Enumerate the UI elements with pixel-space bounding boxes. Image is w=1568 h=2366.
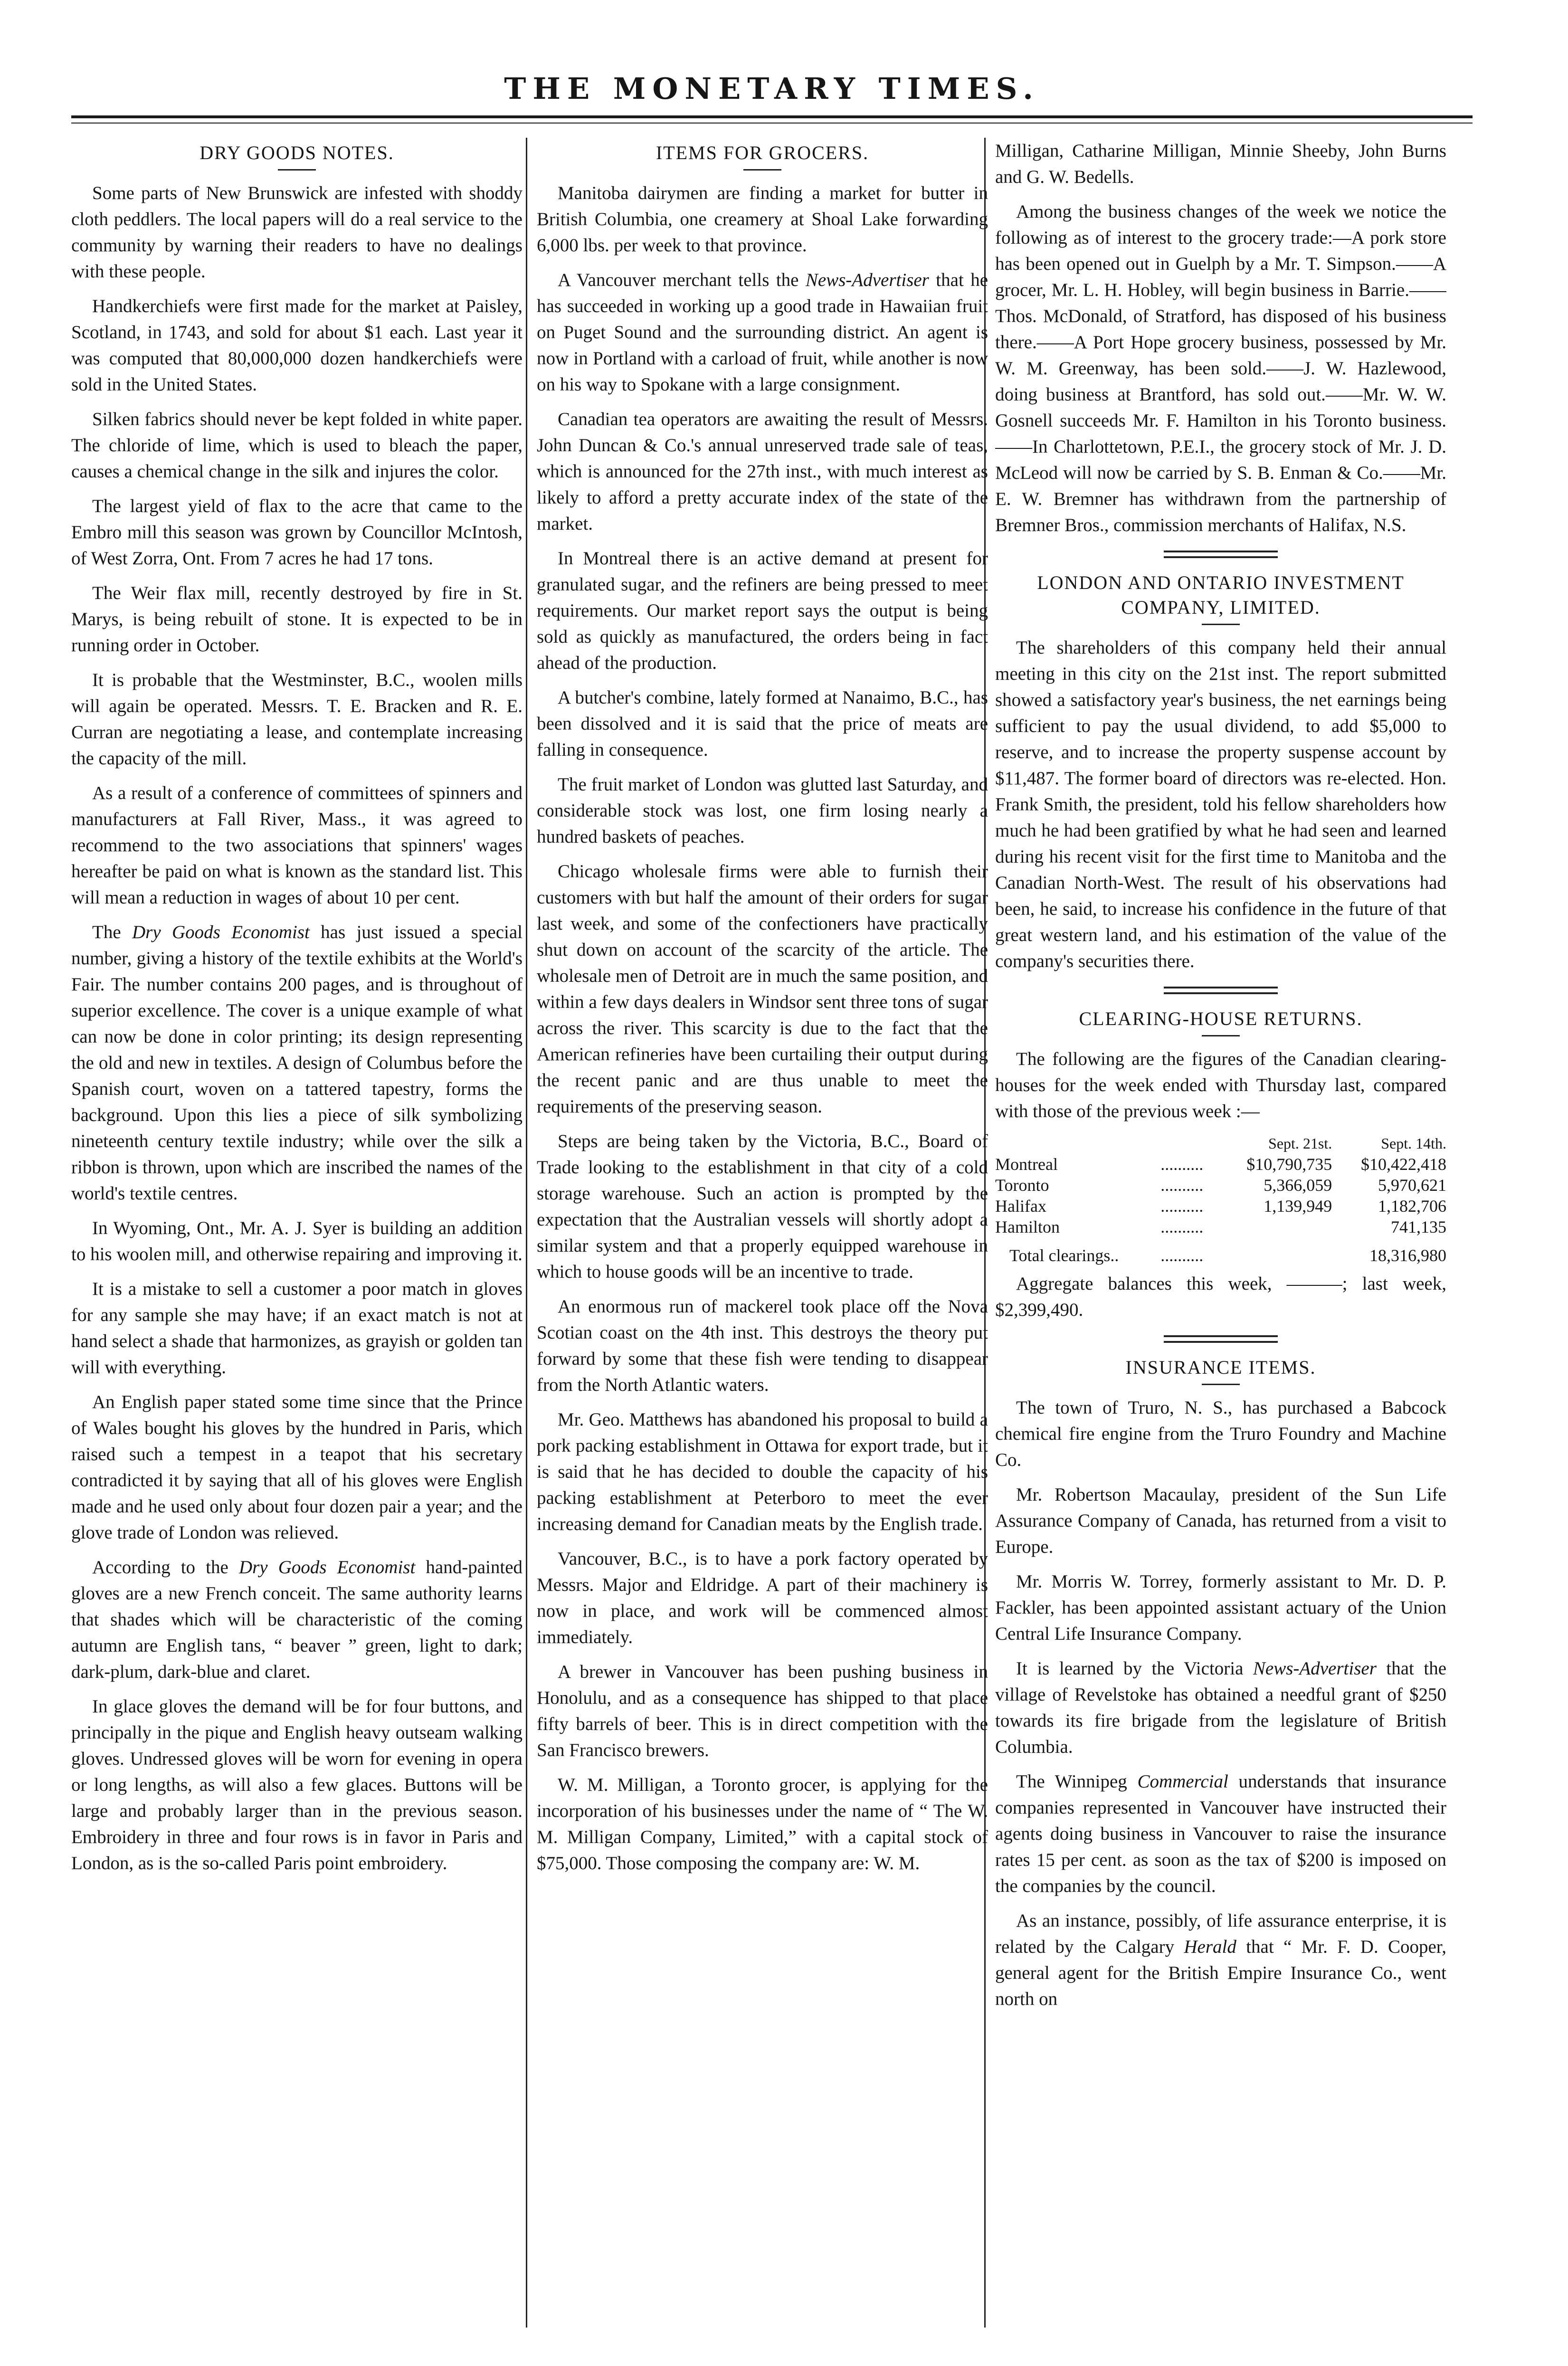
table-total-row <box>995 1237 1446 1266</box>
leader-dots: .......... <box>1160 1176 1204 1195</box>
article-paragraph: Chicago wholesale firms were able to furnish their customers with but half the amount of their orders for sugar last week, and some of the confectioners have practically shut down on account of the scarcity of the article. The wholesale men of Detroit are in much the same position, and within a few days dealers in Windsor sent three tons of sugar across the river. This scarcity is due to the fact that the American refineries have been curtailing their output during the recent panic and are thus unable to meet the requirements of the preserving season. <box>537 861 988 1117</box>
table-row <box>995 1175 1446 1196</box>
city-cell: Toronto <box>995 1176 1049 1195</box>
article-paragraph: The fruit market of London was glutted last Saturday, and considerable stock was lost, one firm losing nearly a hundred baskets of peaches. <box>537 774 988 847</box>
value-cell: 741,135 <box>1391 1217 1446 1236</box>
article-paragraph: Aggregate balances this week, ———; last week, $2,399,490. <box>995 1273 1446 1320</box>
section-heading-insurance: INSURANCE ITEMS. <box>1125 1357 1316 1378</box>
value-cell: 1,182,706 <box>1378 1197 1446 1216</box>
article-paragraph: W. M. Milligan, a Toronto grocer, is applying for the incorporation of his businesses under the name of “ The W. M. Milligan Company, Limited,” with a capital stock of $75,000. Those composing the company are: W. M. <box>537 1775 988 1873</box>
text: has just issued a special number, giving a history of the textile exhibits at the World's Fair. The number contains 200 pages, and is throughout of superior excellence. The cover is a unique example of what can now be done in color printing; its design representing the old and new in textiles. A design of Columbus before the Spanish court, woven on a tattered tapestry, forms the background. Upon this lies a piece of silk symbolizing nineteenth century textile industry; while over the silk a ribbon is thrown, upon which are inscribed the names of the world's textile centres. <box>71 922 523 1204</box>
article-paragraph: The following are the figures of the Canadian clearing-houses for the week ended with Thursday last, compared with those of the previous week :— <box>995 1049 1446 1121</box>
city-cell: Montreal <box>995 1155 1058 1174</box>
publication-title: News-Advertiser <box>1253 1658 1377 1679</box>
total-label: Total clearings.. <box>1009 1246 1119 1265</box>
column-dry-goods <box>71 138 523 2328</box>
value-cell: 5,970,621 <box>1378 1176 1446 1195</box>
article-paragraph: Canadian tea operators are awaiting the result of Messrs. John Duncan & Co.'s annual unreserved trade sale of teas, which is announced for the 27th inst., with much interest as likely to afford a pretty accurate index of the state of the market. <box>537 409 988 534</box>
article-paragraph: Vancouver, B.C., is to have a pork factory operated by Messrs. Major and Eldridge. A part of their machinery is now in place, and work will be commenced almost immediately. <box>537 1549 988 1647</box>
article-paragraph: Among the business changes of the week we notice the following as of interest to the grocery trade:—A pork store has been opened out in Guelph by a Mr. T. Simpson.——A grocer, Mr. L. H. Hobley, will begin business in Barrie.——Thos. McDonald, of Stratford, has disposed of his business there.——A Port Hope grocery business, possessed by Mr. W. M. Greenway, has been sold.——J. W. Hazlewood, doing business at Brantford, has sold out.——Mr. W. W. Gosnell succeeds Mr. F. Hamilton in his Toronto business.——In Charlottetown, P.E.I., the grocery stock of Mr. J. D. McLeod will now be carried by S. B. Enman & Co.——Mr. E. W. Bremner has withdrawn from the partnership of Bremner Bros., commission merchants of Halifax, N.S. <box>995 201 1446 535</box>
value-cell <box>1218 1237 1332 1266</box>
section-divider <box>1164 551 1278 558</box>
masthead: THE MONETARY TIMES. <box>504 71 1040 106</box>
masthead-rule-thick <box>71 115 1473 118</box>
value-cell <box>1218 1216 1332 1237</box>
article-paragraph: Handkerchiefs were first made for the market at Paisley, Scotland, in 1743, and sold for about $1 each. Last year it was computed that 80,000,000 dozen handkerchiefs were sold in the United States. <box>71 296 523 395</box>
text: The <box>92 922 132 942</box>
value-cell: 5,366,059 <box>1264 1176 1332 1195</box>
article-paragraph: The shareholders of this company held their annual meeting in this city on the 21st inst. The report submitted showed a satisfactory year's business, the net earnings being sufficient to pay the usual dividend, to add $5,000 to reserve, and to increase the property suspense account by $11,487. The former board of directors was re-elected. Hon. Frank Smith, the president, told his fellow shareholders how much he had been gratified by what he had seen and learned during his recent visit for the first time to Manitoba and the Canadian North-West. The result of his observations had been, he said, to increase his confidence in the future of that great western land, and his estimation of the value of the company's securities there. <box>995 637 1446 971</box>
table-header: Sept. 14th. <box>1381 1135 1446 1152</box>
leader-dots: .......... <box>1160 1217 1204 1236</box>
value-cell: 1,139,949 <box>1264 1197 1332 1216</box>
article-paragraph: In Montreal there is an active demand at present for granulated sugar, and the refiners are being pressed to meet requirements. Our market report says the output is being sold as quickly as manufactured, the orders being in fact ahead of the production. <box>537 548 988 673</box>
article-paragraph: The Weir flax mill, recently destroyed by fire in St. Marys, is being rebuilt of stone. It is expected to be in running order in October. <box>71 583 523 656</box>
publication-title: Commercial <box>1137 1771 1228 1792</box>
masthead-rule-thin <box>71 123 1473 124</box>
column-divider <box>526 138 527 2328</box>
table-header: Sept. 21st. <box>1268 1135 1332 1152</box>
heading-dash <box>278 169 316 171</box>
table-row <box>995 1196 1446 1216</box>
article-paragraph: As a result of a conference of committees of spinners and manufacturers at Fall River, Mass., it was agreed to recommend to the two associations that spinners' wages hereafter be paid on what is known as the standard list. This will mean a reduction in wages of about 10 per cent. <box>71 783 523 908</box>
table-row <box>995 1216 1446 1237</box>
column-business <box>995 138 1446 2328</box>
value-cell: $10,422,418 <box>1361 1155 1446 1174</box>
leader-dots: .......... <box>1160 1197 1204 1216</box>
article-paragraph: Mr. Morris W. Torrey, formerly assistant to Mr. D. P. Fackler, has been appointed assistant actuary of the Union Central Life Insurance Company. <box>995 1571 1446 1644</box>
article-paragraph: Mr. Geo. Matthews has abandoned his proposal to build a pork packing establishment in Ottawa for export trade, but it is said that he has decided to double the capacity of his packing establishment at Peterboro to meet the ever increasing demand for Canadian meats by the English trade. <box>537 1409 988 1534</box>
article-paragraph: An enormous run of mackerel took place off the Nova Scotian coast on the 4th inst. This destroys the theory put forward by some that these fish were tending to disappear from the North Atlantic waters. <box>537 1296 988 1395</box>
article-paragraph: Mr. Robertson Macaulay, president of the Sun Life Assurance Company of Canada, has returned from a visit to Europe. <box>995 1484 1446 1557</box>
table-header <box>995 1133 1160 1154</box>
text: hand-painted gloves are a new French conceit. The same authority learns that shades which will be characteristic of the coming autumn are English tans, “ beaver ” green, light to dark; dark-plum, dark-blue and claret. <box>71 1557 523 1682</box>
article-paragraph: The town of Truro, N. S., has purchased a Babcock chemical fire engine from the Truro Foundry and Machine Co. <box>995 1397 1446 1470</box>
city-cell: Hamilton <box>995 1217 1060 1236</box>
text: that he has succeeded in working up a good trade in Hawaiian fruit on Puget Sound and the surrounding district. An agent is now in Portland with a carload of fruit, while another is now on his way to Spokane with a large consignment. <box>537 270 988 395</box>
publication-title: Dry Goods Economist <box>132 922 310 942</box>
clearing-house-table <box>995 1133 1446 1266</box>
section-heading-london-ontario: LONDON AND ONTARIO INVESTMENT COMPANY, LIMITED. <box>1037 572 1405 618</box>
text: A Vancouver merchant tells the <box>558 270 806 290</box>
article-paragraph: Manitoba dairymen are finding a market for butter in British Columbia, one creamery at Shoal Lake forwarding 6,000 lbs. per week to that province. <box>537 183 988 256</box>
leader-dots: .......... <box>1160 1155 1204 1174</box>
column-grocers <box>537 138 988 2328</box>
article-paragraph: Milligan, Catharine Milligan, Minnie Sheeby, John Burns and G. W. Bedells. <box>995 141 1446 187</box>
city-cell: Halifax <box>995 1197 1046 1216</box>
article-paragraph <box>995 1768 1446 1899</box>
article-paragraph: It is probable that the Westminster, B.C., woolen mills will again be operated. Messrs. T. E. Bracken and R. E. Curran are negotiating a lease, and contemplate increasing the capacity of the mill. <box>71 670 523 769</box>
article-paragraph: The largest yield of flax to the acre that came to the Embro mill this season was grown by Councillor McIntosh, of West Zorra, Ont. From 7 acres he had 17 tons. <box>71 496 523 569</box>
article-paragraph: Some parts of New Brunswick are infested with shoddy cloth peddlers. The local papers will do a real service to the community by warning their readers to have no dealings with these people. <box>71 183 523 282</box>
value-cell: $10,790,735 <box>1246 1155 1332 1174</box>
text: According to the <box>92 1557 239 1577</box>
article-paragraph: Steps are being taken by the Victoria, B.C., Board of Trade looking to the establishment in that city of a cold storage warehouse. Such an action is prompted by the expectation that the Australian vessels will shortly adopt a similar system and that a properly equipped warehouse in which to house goods will be an incentive to trade. <box>537 1131 988 1282</box>
section-heading-clearing-house: CLEARING-HOUSE RETURNS. <box>1079 1008 1363 1029</box>
article-paragraph: It is a mistake to sell a customer a poor match in gloves for any sample she may have; if an exact match is not at hand select a shade that harmonizes, as grayish or golden tan will with everything. <box>71 1279 523 1378</box>
text: that the village of Revelstoke has obtained a needful grant of $250 towards its fire brigade from the legislature of British Columbia. <box>995 1658 1446 1757</box>
table-row <box>995 1154 1446 1175</box>
text: understands that insurance companies represented in Vancouver have instructed their agents doing business in Vancouver to raise the insurance rates 15 per cent. as soon as the tax of $200 is imposed on the companies by the council. <box>995 1771 1446 1896</box>
article-paragraph <box>995 1908 1446 2012</box>
text: The Winnipeg <box>1016 1771 1138 1792</box>
section-divider <box>1164 987 1278 994</box>
section-heading-grocers: ITEMS FOR GROCERS. <box>656 142 869 163</box>
text: As an instance, possibly, of life assurance enterprise, it is related by the Calgary <box>995 1910 1446 1957</box>
text: It is learned by the Victoria <box>1016 1658 1253 1679</box>
publication-title: News-Advertiser <box>805 270 929 290</box>
heading-dash <box>743 169 781 171</box>
table-header <box>1160 1133 1217 1154</box>
article-paragraph: In Wyoming, Ont., Mr. A. J. Syer is building an addition to his woolen mill, and otherwise repairing and improving it. <box>71 1218 523 1264</box>
section-divider <box>1164 1335 1278 1343</box>
heading-dash <box>1202 624 1240 625</box>
article-paragraph <box>537 267 988 398</box>
heading-dash <box>1202 1035 1240 1036</box>
article-paragraph: A butcher's combine, lately formed at Nanaimo, B.C., has been dissolved and it is said that the price of meats are falling in consequence. <box>537 687 988 760</box>
total-value: 18,316,980 <box>1369 1246 1446 1265</box>
article-paragraph: Silken fabrics should never be kept folded in white paper. The chloride of lime, which is used to bleach the paper, causes a chemical change in the silk and injures the color. <box>71 409 523 482</box>
publication-title: Dry Goods Economist <box>238 1557 416 1577</box>
text: that “ Mr. F. D. Cooper, general agent for the British Empire Insurance Co., went north on <box>995 1937 1446 2009</box>
article-paragraph <box>71 1554 523 1685</box>
article-paragraph: An English paper stated some time since that the Prince of Wales bought his gloves by the hundred in Paris, which raised such a tempest in a teapot that his secretary contradicted it by saying that all of his gloves were English made and he used only about four dozen pair a year; and the glove trade of London was relieved. <box>71 1392 523 1543</box>
heading-dash <box>1202 1384 1240 1385</box>
article-paragraph <box>71 919 523 1207</box>
leader-dots: .......... <box>1160 1246 1204 1265</box>
section-heading-dry-goods: DRY GOODS NOTES. <box>200 142 394 163</box>
article-paragraph <box>995 1655 1446 1760</box>
table-header-row <box>995 1133 1446 1154</box>
article-paragraph: A brewer in Vancouver has been pushing business in Honolulu, and as a consequence has shipped to that place fifty barrels of beer. This is in direct competition with the San Francisco brewers. <box>537 1662 988 1760</box>
article-paragraph: In glace gloves the demand will be for four buttons, and principally in the pique and English heavy outseam walking gloves. Undressed gloves will be worn for evening in opera or long lengths, as will also a few glaces. Buttons will be large and probably larger than in the previous season. Embroidery in three and four rows is in favor in Paris and London, as is the so-called Paris point embroidery. <box>71 1696 523 1873</box>
publication-title: Herald <box>1184 1937 1236 1957</box>
